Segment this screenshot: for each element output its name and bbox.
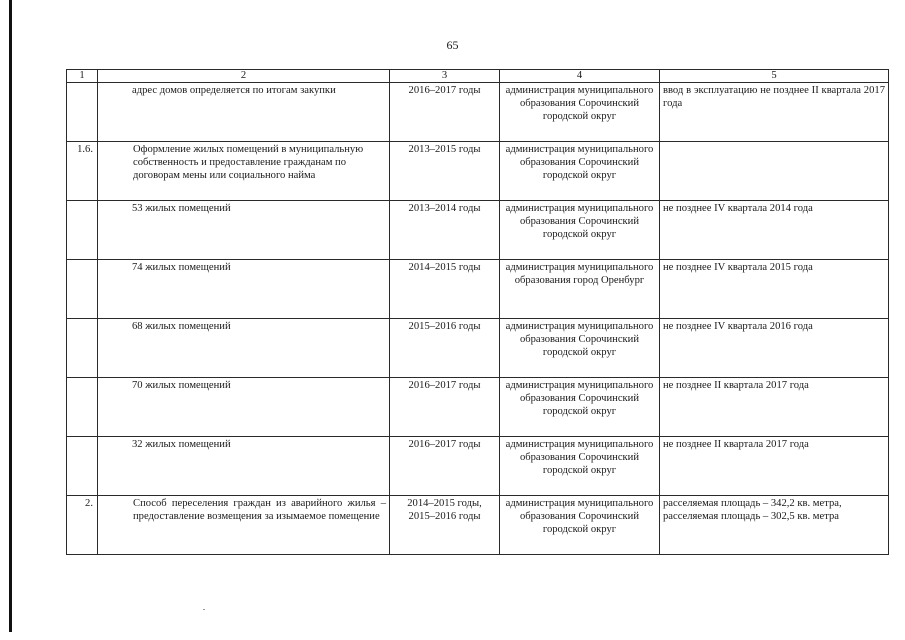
table-row <box>67 319 889 378</box>
scan-edge-line <box>9 0 12 632</box>
page-number: 65 <box>446 38 459 52</box>
row-number: 2. <box>67 496 98 555</box>
row-result: ввод в эксплуатацию не позднее II квартала 2017 года <box>660 83 889 142</box>
row-executor: администрация муниципального образования Сорочинский городской округ <box>500 437 660 496</box>
row-period: 2014–2015 годы <box>390 260 500 319</box>
row-executor: администрация муниципального образования Сорочинский городской округ <box>500 201 660 260</box>
row-result: не позднее IV квартала 2016 года <box>660 319 889 378</box>
row-period: 2016–2017 годы <box>390 378 500 437</box>
row-period: 2016–2017 годы <box>390 437 500 496</box>
table-row <box>67 378 889 437</box>
row-executor: администрация муниципального образования город Оренбург <box>500 260 660 319</box>
row-result <box>660 142 889 201</box>
header-col-1: 1 <box>67 70 98 83</box>
row-executor: администрация муниципального образования Сорочинский городской округ <box>500 142 660 201</box>
program-table <box>66 69 889 555</box>
row-executor: администрация муниципального образования Сорочинский городской округ <box>500 83 660 142</box>
row-description: адрес домов определяется по итогам закупки <box>98 83 390 142</box>
table-row <box>67 437 889 496</box>
table-row <box>67 260 889 319</box>
row-description: 68 жилых помещений <box>98 319 390 378</box>
row-number <box>67 83 98 142</box>
row-description: 74 жилых помещений <box>98 260 390 319</box>
table-row <box>67 142 889 201</box>
row-description: 53 жилых помещений <box>98 201 390 260</box>
row-description: 32 жилых помещений <box>98 437 390 496</box>
header-col-3: 3 <box>390 70 500 83</box>
row-period: 2013–2015 годы <box>390 142 500 201</box>
table-row <box>67 201 889 260</box>
row-period: 2014–2015 годы, 2015–2016 годы <box>390 496 500 555</box>
row-number <box>67 378 98 437</box>
header-col-5: 5 <box>660 70 889 83</box>
row-period: 2016–2017 годы <box>390 83 500 142</box>
row-result: не позднее IV квартала 2015 года <box>660 260 889 319</box>
row-result: не позднее II квартала 2017 года <box>660 378 889 437</box>
row-result: не позднее IV квартала 2014 года <box>660 201 889 260</box>
row-description: Оформление жилых помещений в муниципальную собственность и предоставление гражданам по договорам мены или социального найма <box>98 142 390 201</box>
row-period: 2013–2014 годы <box>390 201 500 260</box>
table-row <box>67 83 889 142</box>
row-number <box>67 437 98 496</box>
scan-speck <box>203 609 205 610</box>
row-description: Способ переселения граждан из аварийного жилья – предоставление возмещения за изымаемое помещение <box>98 496 390 555</box>
row-period: 2015–2016 годы <box>390 319 500 378</box>
row-number <box>67 201 98 260</box>
row-executor: администрация муниципального образования Сорочинский городской округ <box>500 496 660 555</box>
table-row <box>67 496 889 555</box>
header-col-2: 2 <box>98 70 390 83</box>
row-executor: администрация муниципального образования Сорочинский городской округ <box>500 378 660 437</box>
row-executor: администрация муниципального образования Сорочинский городской округ <box>500 319 660 378</box>
row-result: расселяемая площадь – 342,2 кв. метра, расселяемая площадь – 302,5 кв. метра <box>660 496 889 555</box>
row-number <box>67 319 98 378</box>
row-number <box>67 260 98 319</box>
row-description: 70 жилых помещений <box>98 378 390 437</box>
row-result: не позднее II квартала 2017 года <box>660 437 889 496</box>
row-number: 1.6. <box>67 142 98 201</box>
header-col-4: 4 <box>500 70 660 83</box>
table-header-row <box>67 70 889 83</box>
